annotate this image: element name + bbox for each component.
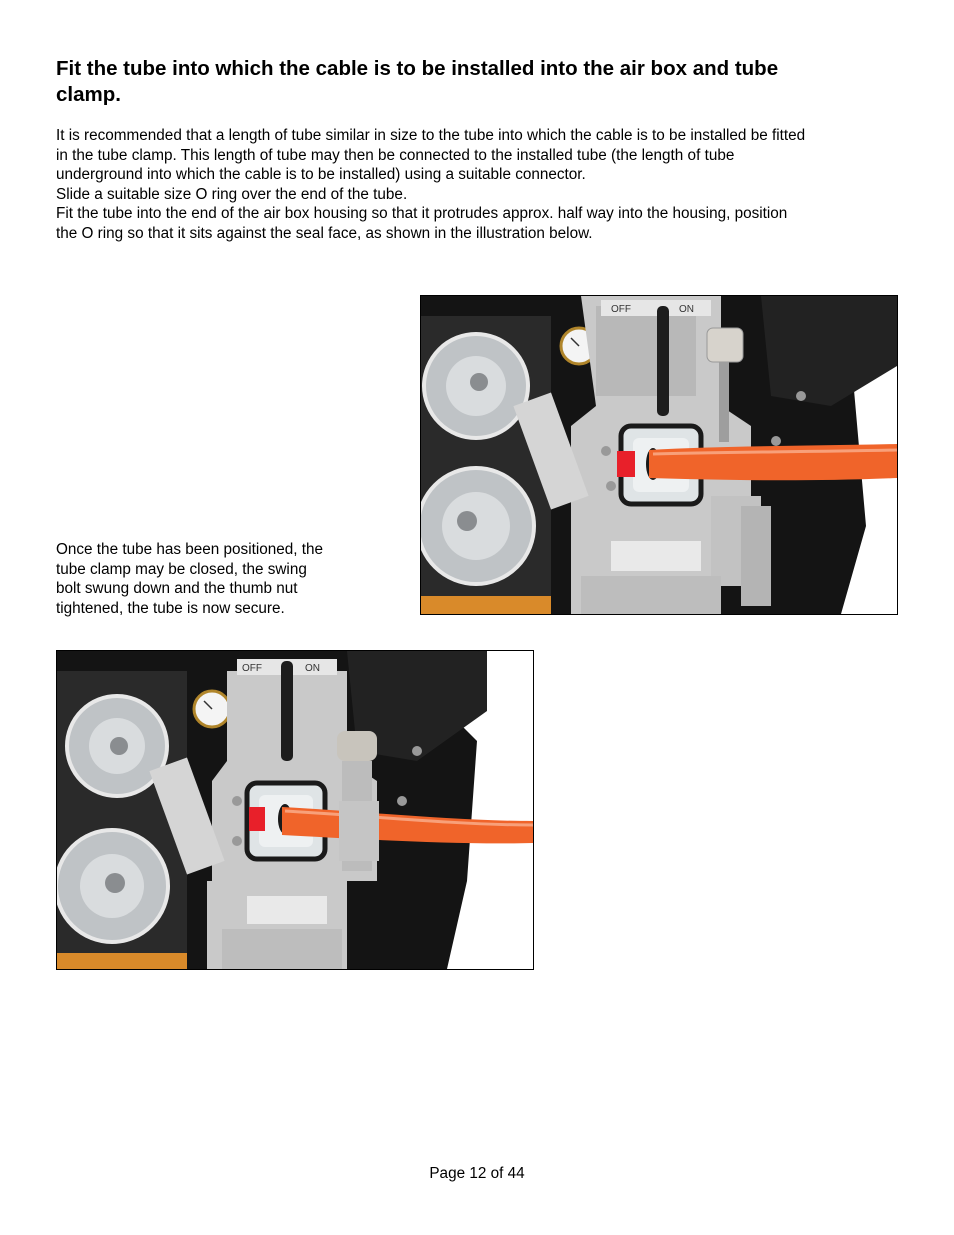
caption-line: tightened, the tube is now secure.: [56, 599, 285, 617]
photo1-on-label: ON: [679, 304, 694, 315]
section-heading: [56, 56, 906, 108]
instructions-paragraph: [56, 126, 916, 244]
heading-line-2: clamp.: [56, 83, 121, 106]
body-line: the O ring so that it sits against the seal face, as shown in the illustration below.: [56, 224, 593, 242]
photo1-off-label: OFF: [611, 304, 631, 315]
photo2-off-label: OFF: [242, 663, 262, 674]
caption-line: bolt swung down and the thumb nut: [56, 580, 298, 598]
photo2-on-label: ON: [305, 663, 320, 674]
clamp-caption: [56, 540, 386, 618]
page-number: Page 12 of 44: [429, 1165, 525, 1182]
caption-line: tube clamp may be closed, the swing: [56, 560, 307, 578]
body-line: in the tube clamp. This length of tube may then be connected to the installed tube (the length of tube: [56, 146, 735, 164]
body-line: Fit the tube into the end of the air box housing so that it protrudes approx. half way into the housing, position: [56, 205, 788, 223]
body-line: underground into which the cable is to be installed) using a suitable connector.: [56, 166, 586, 184]
caption-line: Once the tube has been positioned, the: [56, 541, 324, 558]
heading-line-1: Fit the tube into which the cable is to be installed into the air box and tube: [56, 57, 779, 80]
body-line: Slide a suitable size O ring over the end of the tube.: [56, 185, 408, 203]
photo-clamp-closed: [56, 650, 534, 970]
photo-tube-positioned: [420, 295, 898, 615]
body-line: It is recommended that a length of tube similar in size to the tube into which the cable is to be installed be fitted: [56, 127, 806, 144]
